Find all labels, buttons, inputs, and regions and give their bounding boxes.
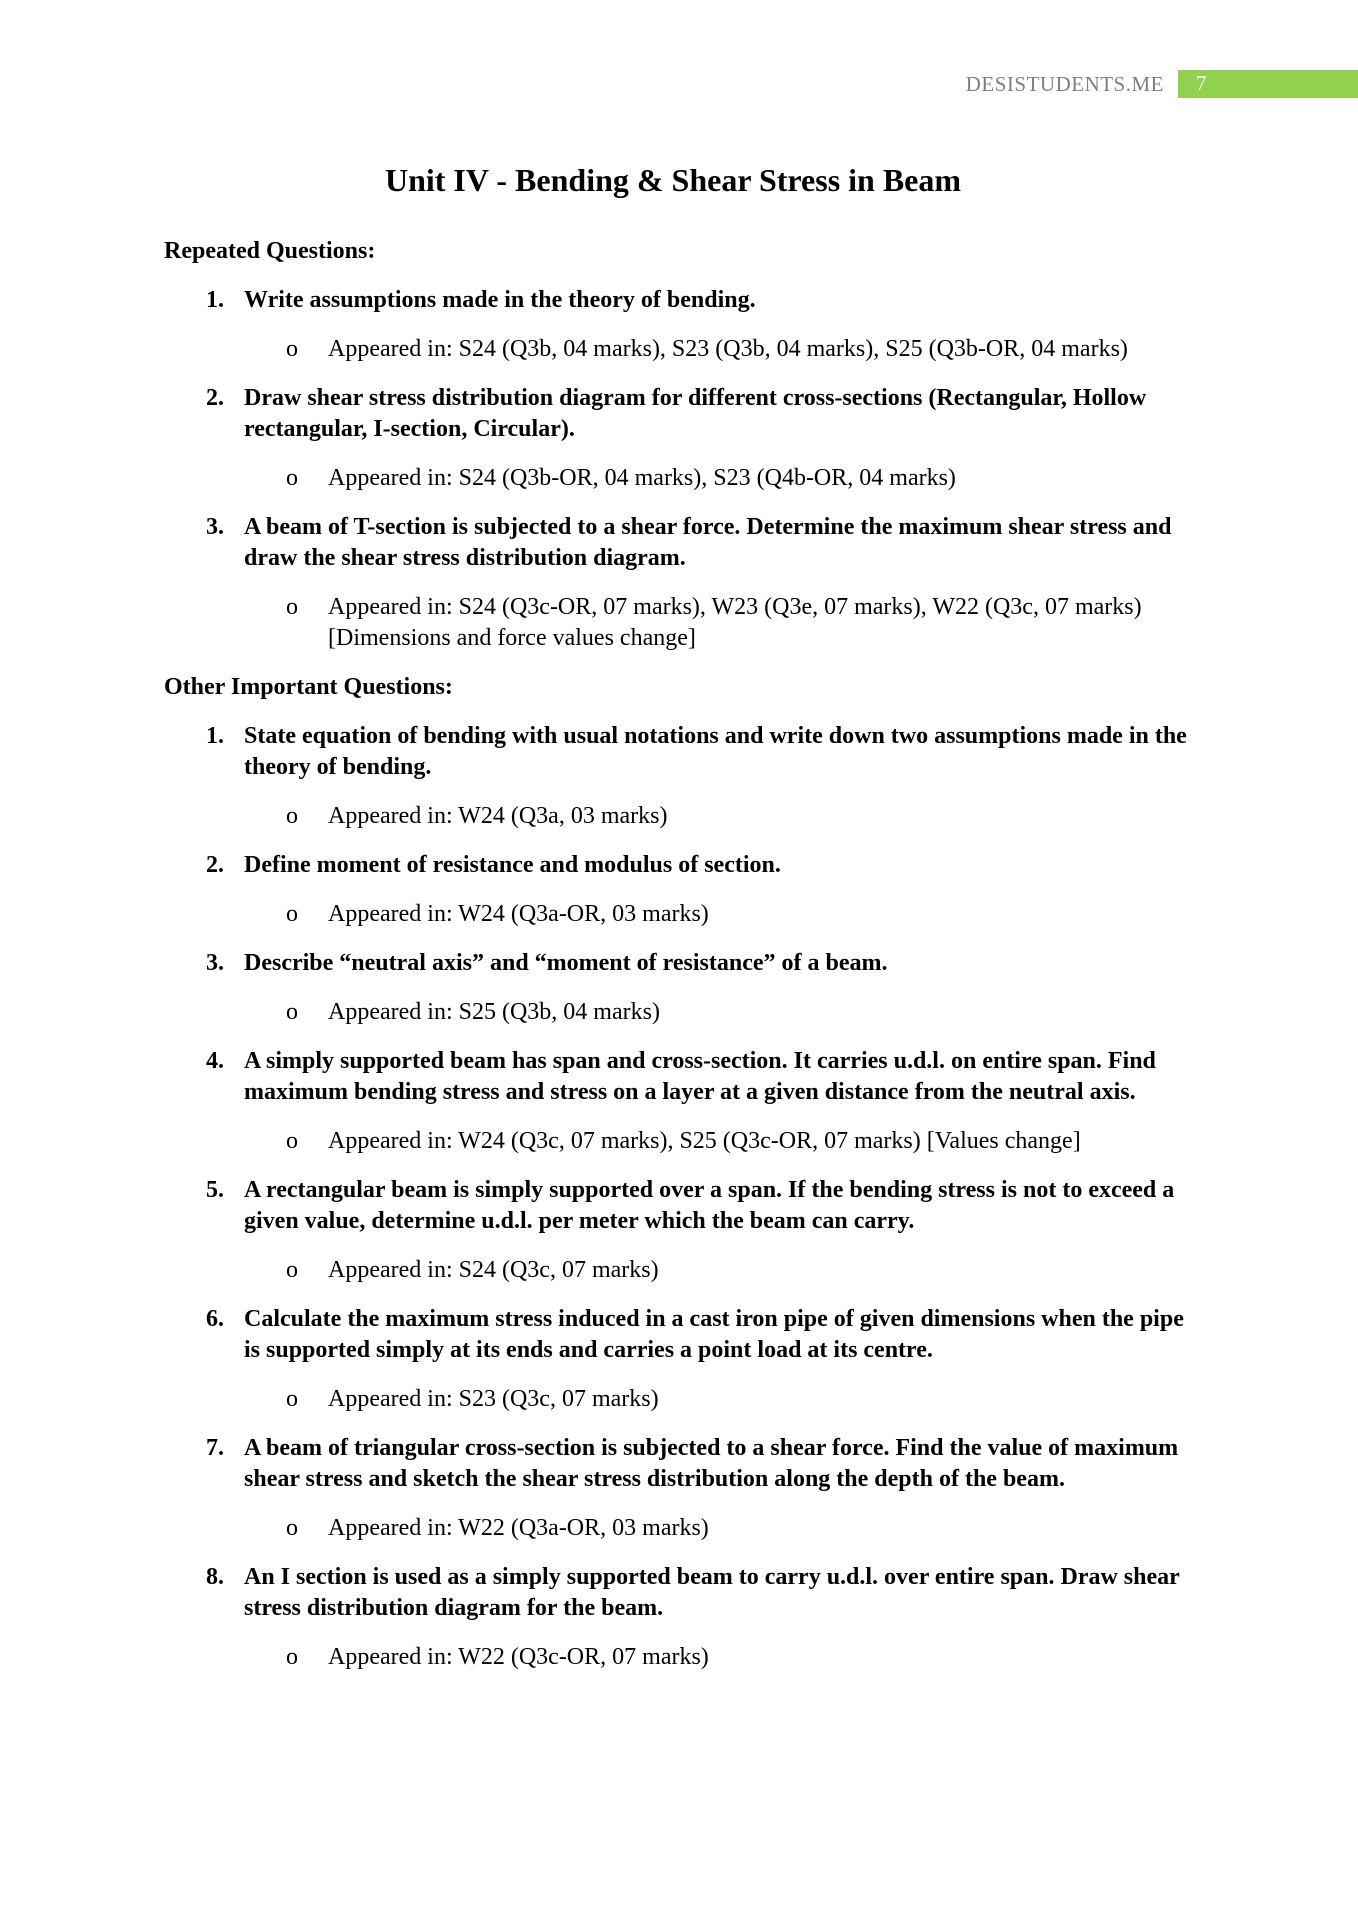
appeared-in-text: Appeared in: W24 (Q3a-OR, 03 marks)	[328, 901, 709, 927]
question-item	[164, 1175, 1204, 1237]
appeared-in-item	[164, 997, 1204, 1028]
question-text: A beam of T-section is subjected to a shear force. Determine the maximum shear stress and draw the shear stress distribution diagram.	[244, 514, 1172, 571]
appeared-in-item	[164, 334, 1204, 365]
repeated-questions-list	[164, 285, 1204, 654]
question-item	[164, 948, 1204, 979]
question-text: A simply supported beam has span and cross-section. It carries u.d.l. on entire span. Find maximum bending stress and stress on a layer at a given distance from the neutral axis.	[244, 1048, 1156, 1105]
bullet-icon: o	[286, 594, 298, 620]
site-name: DESISTUDENTS.ME	[965, 72, 1164, 96]
appeared-in-item	[164, 463, 1204, 494]
appeared-in-text: Appeared in: W22 (Q3c-OR, 07 marks)	[328, 1644, 709, 1670]
question-text: A rectangular beam is simply supported over a span. If the bending stress is not to exceed a given value, determine u.d.l. per meter which the beam can carry.	[244, 1177, 1175, 1234]
appeared-in-text: Appeared in: W24 (Q3c, 07 marks), S25 (Q3c-OR, 07 marks) [Values change]	[328, 1128, 1081, 1154]
question-item	[164, 721, 1204, 783]
appeared-in-item	[164, 1255, 1204, 1286]
question-text: An I section is used as a simply supported beam to carry u.d.l. over entire span. Draw shear stress distribution diagram for the beam.	[244, 1564, 1180, 1621]
appeared-in-item	[164, 899, 1204, 930]
question-number: 5.	[206, 1177, 224, 1203]
bullet-icon: o	[286, 1515, 298, 1541]
appeared-in-item	[164, 592, 1204, 654]
appeared-in-text: Appeared in: S24 (Q3b-OR, 04 marks), S23 (Q4b-OR, 04 marks)	[328, 465, 956, 491]
question-text: Describe “neutral axis” and “moment of resistance” of a beam.	[244, 950, 888, 976]
appeared-in-text: Appeared in: S24 (Q3b, 04 marks), S23 (Q3b, 04 marks), S25 (Q3b-OR, 04 marks)	[328, 336, 1128, 362]
question-item	[164, 285, 1204, 316]
other-questions-heading: Other Important Questions:	[164, 674, 453, 700]
other-questions-list	[164, 721, 1204, 1673]
question-text: A beam of triangular cross-section is subjected to a shear force. Find the value of maximum shear stress and sketch the shear stress distribution along the depth of the beam.	[244, 1435, 1179, 1492]
question-text: Write assumptions made in the theory of bending.	[244, 287, 756, 313]
question-number: 1.	[206, 723, 224, 749]
appeared-in-text: Appeared in: W24 (Q3a, 03 marks)	[328, 803, 668, 829]
appeared-in-item	[164, 1513, 1204, 1544]
page-title: Unit IV - Bending & Shear Stress in Beam	[384, 162, 962, 198]
question-number: 8.	[206, 1564, 224, 1590]
question-text: Define moment of resistance and modulus of section.	[244, 852, 781, 878]
document-body	[164, 236, 1204, 1691]
bullet-icon: o	[286, 1644, 298, 1670]
question-number: 2.	[206, 852, 224, 878]
question-item	[164, 1304, 1204, 1366]
appeared-in-text: Appeared in: W22 (Q3a-OR, 03 marks)	[328, 1515, 709, 1541]
question-number: 4.	[206, 1048, 224, 1074]
question-number: 2.	[206, 385, 224, 411]
question-number: 7.	[206, 1435, 224, 1461]
question-text: Calculate the maximum stress induced in a cast iron pipe of given dimensions when the pipe is supported simply at its ends and carries a point load at its centre.	[244, 1306, 1184, 1363]
repeated-questions-heading: Repeated Questions:	[164, 238, 376, 264]
bullet-icon: o	[286, 336, 298, 362]
question-item	[164, 1433, 1204, 1495]
appeared-in-item	[164, 801, 1204, 832]
question-text: State equation of bending with usual notations and write down two assumptions made in the theory of bending.	[244, 723, 1187, 780]
question-item	[164, 850, 1204, 881]
question-number: 1.	[206, 287, 224, 313]
appeared-in-text: Appeared in: S23 (Q3c, 07 marks)	[328, 1386, 659, 1412]
bullet-icon: o	[286, 1128, 298, 1154]
question-item	[164, 1562, 1204, 1624]
question-number: 3.	[206, 950, 224, 976]
question-number: 3.	[206, 514, 224, 540]
question-item	[164, 512, 1204, 574]
appeared-in-text: Appeared in: S25 (Q3b, 04 marks)	[328, 999, 660, 1025]
bullet-icon: o	[286, 1386, 298, 1412]
question-number: 6.	[206, 1306, 224, 1332]
bullet-icon: o	[286, 465, 298, 491]
bullet-icon: o	[286, 901, 298, 927]
bullet-icon: o	[286, 1257, 298, 1283]
question-text: Draw shear stress distribution diagram for different cross-sections (Rectangular, Hollow rectangular, I-section, Circular).	[244, 385, 1147, 442]
appeared-in-item	[164, 1384, 1204, 1415]
page-header	[966, 70, 1358, 98]
appeared-in-item	[164, 1642, 1204, 1673]
question-item	[164, 1046, 1204, 1108]
question-item	[164, 383, 1204, 445]
appeared-in-text: Appeared in: S24 (Q3c-OR, 07 marks), W23 (Q3e, 07 marks), W22 (Q3c, 07 marks) [Dimensions and force values change]	[328, 594, 1142, 651]
bullet-icon: o	[286, 803, 298, 829]
appeared-in-text: Appeared in: S24 (Q3c, 07 marks)	[328, 1257, 659, 1283]
bullet-icon: o	[286, 999, 298, 1025]
appeared-in-item	[164, 1126, 1204, 1157]
page-number: 7	[1178, 70, 1358, 98]
